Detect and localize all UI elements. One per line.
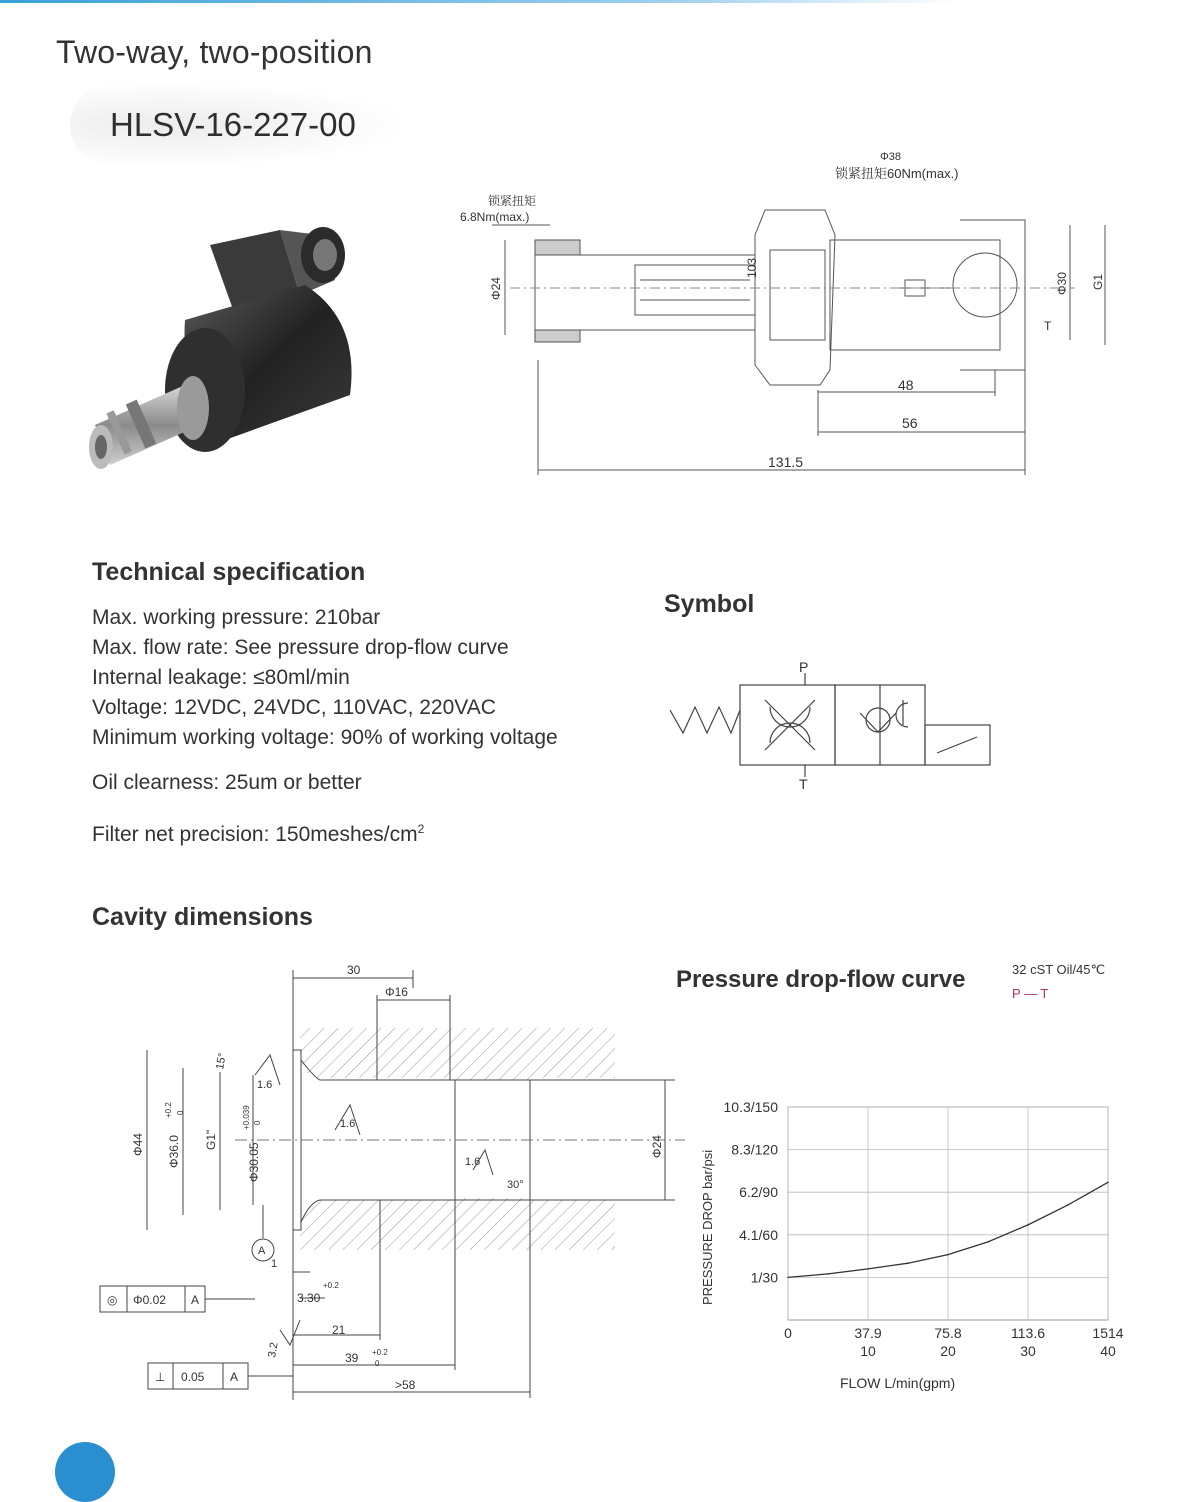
cavity-angle-15: 15° <box>214 1052 229 1071</box>
chart-x-tick-label-gpm: 20 <box>940 1343 956 1359</box>
cavity-dim-21: 21 <box>332 1323 346 1337</box>
dim-131-5: 131.5 <box>768 454 804 470</box>
chart-x-axis-label: FLOW L/min(gpm) <box>840 1375 956 1391</box>
spec-voltage: Voltage: 12VDC, 24VDC, 110VAC, 220VAC <box>92 696 496 719</box>
dim-48: 48 <box>898 377 914 393</box>
spec-min-voltage: Minimum working voltage: 90% of working voltage <box>92 726 558 749</box>
dim-56: 56 <box>902 415 918 431</box>
tol-perpendicularity-value: 0.05 <box>181 1370 205 1384</box>
cavity-dim-39-tol-lo: 0 <box>375 1359 380 1368</box>
chart-y-tick-label: 4.1/60 <box>739 1226 778 1243</box>
phi38-label: Φ38 <box>880 151 902 163</box>
cavity-phi36: Φ36.0 <box>167 1135 181 1168</box>
cavity-dim-3-30-tol: +0.2 <box>323 1281 339 1290</box>
chart-data-point <box>907 1262 909 1264</box>
torque-left-cn: 锁紧扭矩 <box>488 194 537 208</box>
chart-data-point <box>787 1277 789 1279</box>
spec-internal-leakage: Internal leakage: ≤80ml/min <box>92 666 350 689</box>
chart-data-point <box>947 1254 949 1256</box>
product-photo <box>75 210 375 480</box>
symbol-port-p: P <box>799 659 809 675</box>
chart-grid <box>788 1107 1108 1320</box>
cavity-datum-a: A <box>258 1245 266 1257</box>
chart-y-axis-label: PRESSURE DROP bar/psi <box>700 1149 715 1305</box>
cavity-phi30-tol-up: +0.039 <box>242 1105 251 1130</box>
chart-x-tick-label: 75.8 <box>934 1325 962 1341</box>
chart-data-point <box>1107 1181 1109 1183</box>
hydraulic-symbol <box>665 655 1005 795</box>
cavity-dim-58: >58 <box>395 1378 416 1392</box>
chart-x-tick-label-gpm: 10 <box>860 1343 876 1359</box>
symbol-heading: Symbol <box>664 590 755 618</box>
cavity-phi44: Φ44 <box>131 1133 145 1156</box>
cavity-phi36-tol-lo: 0 <box>176 1110 185 1115</box>
cavity-dim-3-30: 3.30 <box>297 1291 321 1305</box>
page-subtitle: Two-way, two-position <box>56 34 373 70</box>
top-accent-line <box>0 0 960 3</box>
chart-x-ticks <box>784 1325 1124 1359</box>
chart-x-tick-label: 0 <box>784 1325 792 1341</box>
cavity-dim-30: 30 <box>347 963 361 977</box>
tol-perpendicularity-ref: A <box>230 1370 239 1384</box>
chart-y-tick-label: 10.3/150 <box>723 1099 778 1115</box>
chart-x-tick-label: 1514 <box>1092 1325 1124 1341</box>
valve-section-drawing <box>450 140 1130 490</box>
chart-y-tick-label: 1/30 <box>750 1269 778 1286</box>
chart-y-ticks <box>724 1099 779 1285</box>
cavity-dim-39-tol-up: +0.2 <box>372 1348 388 1357</box>
model-number: HLSV-16-227-00 <box>110 106 356 143</box>
chart-data-point <box>867 1268 869 1270</box>
cavity-roughness-3-2: 3.2 <box>266 1341 281 1359</box>
cavity-roughness-2: 1.6 <box>340 1118 356 1130</box>
cavity-drawing <box>95 960 685 1410</box>
chart-x-tick-label: 113.6 <box>1011 1325 1045 1341</box>
chart-y-tick-label: 8.3/120 <box>731 1141 778 1158</box>
chart-x-tick-label-gpm: 30 <box>1020 1343 1036 1359</box>
g1-label: G1 <box>1091 273 1105 290</box>
cavity-dim-39: 39 <box>345 1351 359 1365</box>
spec-max-pressure: Max. working pressure: 210bar <box>92 606 381 629</box>
tol-perpendicularity-icon: ⊥ <box>155 1370 166 1384</box>
cavity-roughness-1: 1.6 <box>257 1079 273 1091</box>
cavity-dim-1: 1 <box>271 1258 278 1270</box>
chart-x-tick-label: 37.9 <box>854 1325 882 1341</box>
curve-legend <box>1012 986 1108 1001</box>
cavity-phi36-tol-up: +0.2 <box>164 1102 173 1118</box>
dim-103: 103 <box>745 257 759 278</box>
cavity-phi30-05: Φ30.05 <box>247 1142 261 1182</box>
cavity-phi16: Φ16 <box>385 985 408 999</box>
cavity-roughness-3: 1.6 <box>465 1156 481 1168</box>
phi30-label: Φ30 <box>1055 272 1069 295</box>
filter-text: Filter net precision: 150meshes/cm <box>92 823 418 846</box>
page-corner-dot <box>55 1442 115 1502</box>
torque-right-label: 锁紧扭矩60Nm(max.) <box>835 166 959 181</box>
t-port-label: T <box>1044 319 1052 333</box>
phi24-label: Φ24 <box>489 277 503 300</box>
cavity-phi24: Φ24 <box>650 1135 664 1158</box>
chart-data-point <box>987 1241 989 1243</box>
spec-max-flow: Max. flow rate: See pressure drop-flow curve <box>92 636 509 659</box>
tol-concentricity-icon: ◎ <box>107 1293 118 1307</box>
tech-spec-heading: Technical specification <box>92 558 366 586</box>
spec-filter-precision <box>92 814 424 850</box>
chart-data-point <box>827 1273 829 1275</box>
tol-concentricity-value: Φ0.02 <box>133 1293 166 1307</box>
curve-oil-condition: 32 cST Oil/45℃ <box>1012 962 1106 977</box>
chart-y-tick-label: 6.2/90 <box>739 1184 778 1201</box>
chart-data-point <box>1067 1204 1069 1206</box>
cavity-angle-30: 30° <box>507 1179 524 1191</box>
symbol-port-t: T <box>799 776 808 792</box>
torque-left-value: 6.8Nm(max.) <box>460 210 530 224</box>
cavity-g1: G1" <box>204 1129 218 1150</box>
chart-data-point <box>1027 1224 1029 1226</box>
cavity-heading: Cavity dimensions <box>92 903 313 931</box>
spec-oil-clearness: Oil clearness: 25um or better <box>92 771 362 794</box>
chart-x-tick-label-gpm: 40 <box>1100 1343 1116 1359</box>
curve-legend-text: P — T <box>1012 986 1049 1001</box>
curve-heading: Pressure drop-flow curve <box>676 966 966 993</box>
cavity-phi30-tol-lo: 0 <box>253 1120 262 1125</box>
pressure-flow-chart <box>690 1095 1150 1400</box>
filter-superscript: 2 <box>417 822 425 836</box>
tol-concentricity-ref: A <box>191 1293 200 1307</box>
